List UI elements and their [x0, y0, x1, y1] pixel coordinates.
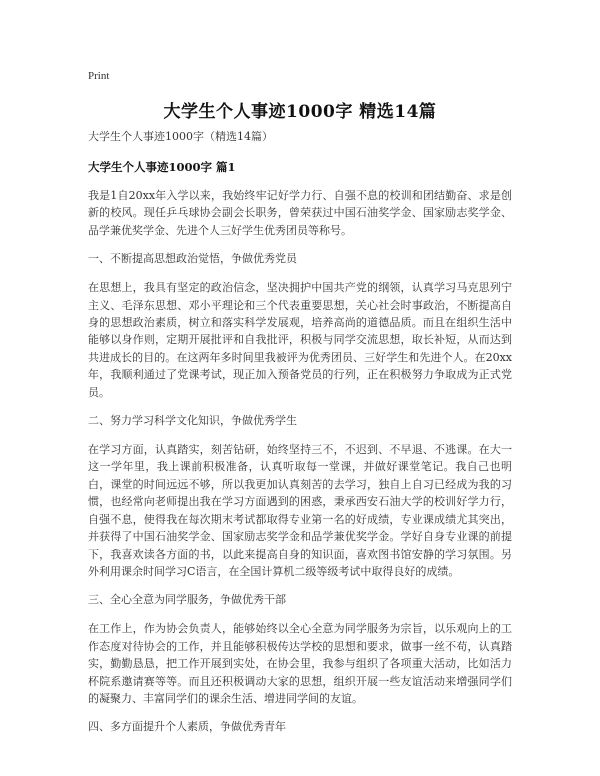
print-link[interactable]: Print: [88, 70, 110, 82]
document-subtitle: 大学生个人事迹1000字（精选14篇）: [88, 130, 273, 143]
subheading-quality: 四、多方面提升个人素质，争做优秀青年: [88, 720, 286, 734]
paragraph-study: 在学习方面，认真踏实，刻苦钻研，始终坚持三不，不迟到、不早退、不逃课。在大一这一学年里，我上课前积极准备，认真听取每一堂课，并做好课堂笔记。我自己也明白，课堂的时间远远不够，所以我更加认真刻苦的去学习，独自上自习已经成为我的习惯，也经常向老师提出我在学习方面遇到的困惑，秉承西安石油大学的校训好学力行，自强不息，使得我在每次期末考试都取得专业第一名的好成绩，专业课成绩尤其突出，并获得了中国石油奖学金、国家励志奖学金和品学兼优奖学金。学好自身专业课的前提下，我喜欢读各方面的书，以此来提高自身的知识面，喜欢图书馆安静的学习氛围。另外利用课余时间学习C语言，在全国计算机二级等级考试中取得良好的成绩。: [88, 443, 512, 578]
document-title: 大学生个人事迹1000字 精选14篇: [163, 102, 437, 122]
intro-paragraph: 我是1自20xx年入学以来，我始终牢记好学力行、自强不息的校训和团结勤奋、求是创新的校风。现任乒乓球协会副会长职务，曾荣获过中国石油奖学金、国家励志奖学金、品学兼优奖学金、先进个人三好学生优秀团员等称号。: [88, 189, 512, 237]
article-heading: 大学生个人事迹1000字 篇1: [88, 160, 236, 174]
paragraph-political: 在思想上，我具有坚定的政治信念，坚决拥护中国共产党的纲领，认真学习马克思列宁主义、毛泽东思想、邓小平理论和三个代表重要思想，关心社会时事政治，不断提高自身的思想政治素质，树立和落实科学发展观，培养高尚的道德品质。而且在组织生活中能够以身作则，定期开展批评和自我批评，积极与同学交流思想，取长补短，从而达到共进成长的目的。在这两年多时间里我被评为优秀团员、三好学生和先进个人。在20xx年，我顺利通过了党课考试，现正加入预备党员的行列，正在积极努力争取成为正式党员。: [88, 281, 512, 399]
paragraph-service: 在工作上，作为协会负责人，能够始终以全心全意为同学服务为宗旨，以乐观向上的工作态度对待协会的工作，并且能够积极传达学校的思想和要求，做事一丝不苟，认真踏实，勤勤恳恳，把工作开展到实处，在协会里，我参与组织了各项重大活动，比如活力杯院系邀请赛等等。而且还积极调动大家的思想，组织开展一些友谊活动来增强同学们的凝聚力、丰富同学们的课余生活、增进同学间的友谊。: [88, 622, 512, 705]
subheading-service: 三、全心全意为同学服务，争做优秀干部: [88, 593, 286, 607]
subheading-political: 一、不断提高思想政治觉悟，争做优秀党员: [88, 252, 297, 266]
document-body: [88, 129, 512, 747]
subheading-study: 二、努力学习科学文化知识，争做优秀学生: [88, 414, 297, 428]
